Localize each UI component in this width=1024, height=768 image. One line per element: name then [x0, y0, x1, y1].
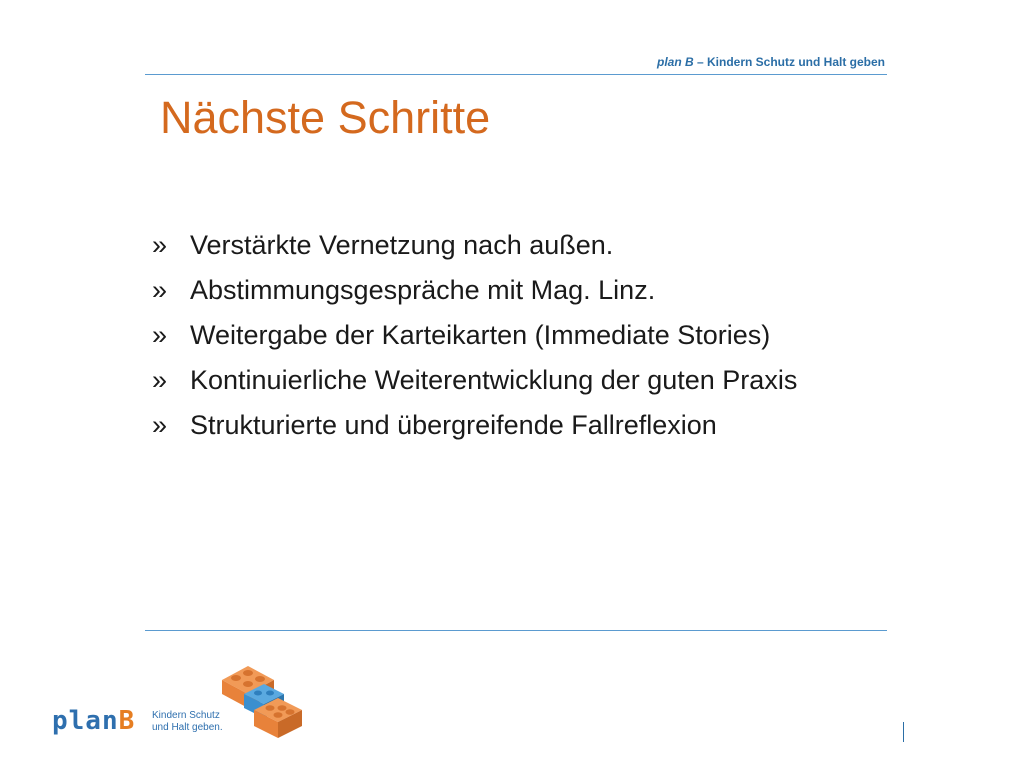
bottom-divider	[145, 630, 887, 631]
logo-tagline-1: Kindern Schutz	[152, 710, 220, 721]
bullet-marker: »	[152, 230, 168, 260]
bullet-marker: »	[152, 320, 168, 350]
logo-word-b: B	[118, 706, 136, 736]
logo-wordmark	[52, 706, 135, 736]
bullet-item	[152, 228, 872, 263]
bullet-item	[152, 363, 830, 398]
bullet-marker: »	[152, 410, 168, 440]
logo-word-plan: plan	[52, 706, 119, 736]
bullet-text: Kontinuierliche Weiterentwicklung der guten Praxis	[190, 365, 798, 395]
bullet-marker: »	[152, 365, 168, 395]
bullet-item	[152, 318, 872, 353]
header-brand: plan B	[656, 55, 694, 69]
bullet-text: Verstärkte Vernetzung nach außen.	[190, 230, 614, 260]
header-text	[657, 55, 885, 69]
bullet-text: Abstimmungsgespräche mit Mag. Linz.	[190, 275, 656, 305]
slide-title: Nächste Schritte	[160, 92, 491, 143]
plan-b-logo	[52, 662, 312, 746]
bullet-list	[152, 228, 872, 453]
logo-tagline	[152, 710, 223, 734]
lego-bricks-icon	[218, 662, 308, 744]
bullet-item	[152, 408, 872, 443]
bullet-item	[152, 273, 872, 308]
top-divider	[145, 74, 887, 75]
header-tagline: – Kindern Schutz und Halt geben	[693, 55, 885, 69]
bullet-text: Strukturierte und übergreifende Fallreflexion	[190, 410, 717, 440]
bullet-text: Weitergabe der Karteikarten (Immediate Stories)	[190, 320, 771, 350]
bullet-marker: »	[152, 275, 168, 305]
page-marker	[903, 722, 904, 742]
logo-tagline-2: und Halt geben.	[152, 722, 223, 733]
